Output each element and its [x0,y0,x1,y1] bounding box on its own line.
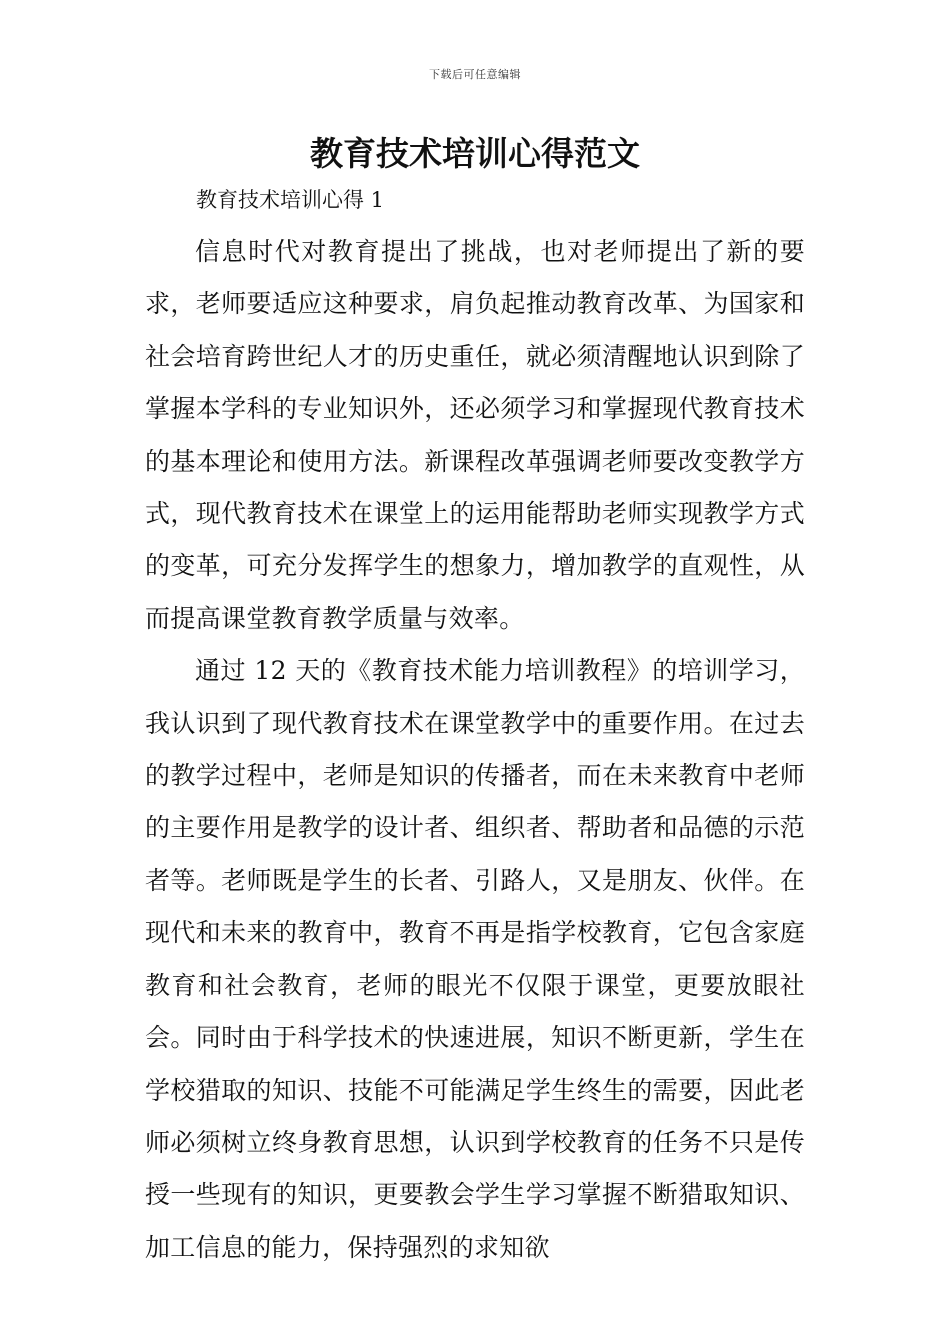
paragraph: 信息时代对教育提出了挑战，也对老师提出了新的要求，老师要适应这种要求，肩负起推动教育改革、为国家和社会培育跨世纪人才的历史重任，就必须清醒地认识到除了掌握本学科的专业知识外，还必须学习和掌握现代教育技术的基本理论和使用方法。新课程改革强调老师要改变教学方式，现代教育技术在课堂上的运用能帮助老师实现教学方式的变革，可充分发挥学生的想象力，增加教学的直观性，从而提高课堂教育教学质量与效率。 [145,237,805,633]
document-title: 教育技术培训心得范文 [310,134,640,173]
section-heading: 教育技术培训心得 1 [196,188,385,212]
paragraph: 通过 12 天的《教育技术能力培训教程》的培训学习，我认识到了现代教育技术在课堂教学中的重要作用。在过去的教学过程中，老师是知识的传播者，而在未来教育中老师的主要作用是教学的设计者、组织者、帮助者和品德的示范者等。老师既是学生的长者、引路人，又是朋友、伙伴。在现代和未来的教育中，教育不再是指学校教育，它包含家庭教育和社会教育，老师的眼光不仅限于课堂，更要放眼社会。同时由于科学技术的快速进展，知识不断更新，学生在学校猎取的知识、技能不可能满足学生终生的需要，因此老师必须树立终身教育思想，认识到学校教育的任务不只是传授一些现有的知识，更要教会学生学习掌握不断猎取知识、加工信息的能力，保持强烈的求知欲 [145,656,805,1262]
header-note: 下载后可任意编辑 [429,68,521,81]
body-text [145,226,805,1274]
